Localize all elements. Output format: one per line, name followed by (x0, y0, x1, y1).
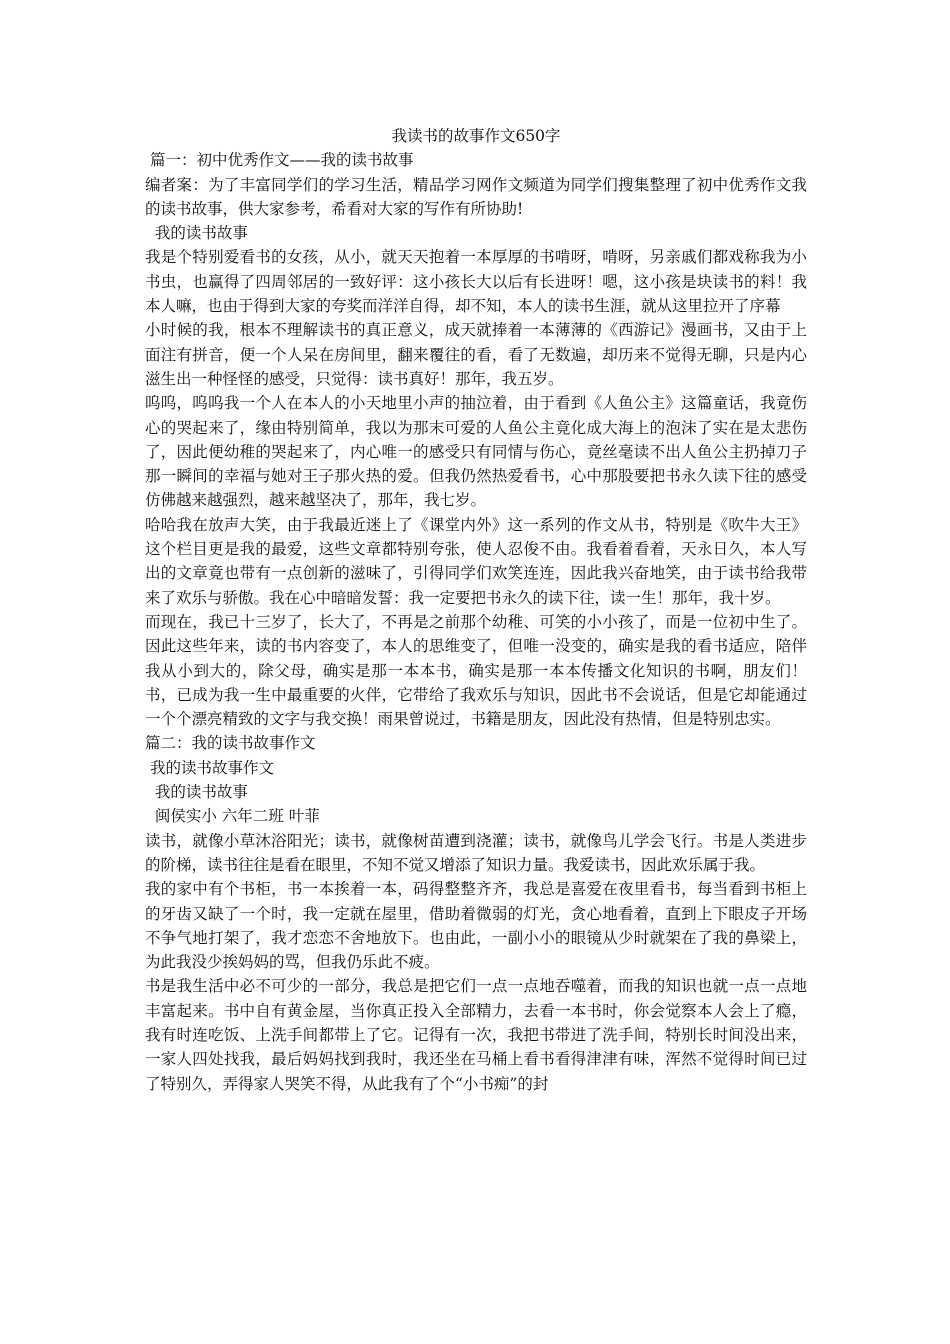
editor-note: 编者案：为了丰富同学们的学习生活，精品学习网作文频道为同学们搜集整理了初中优秀作文我的读书故事，供大家参考，希看对大家的写作有所协助! (145, 175, 807, 218)
author-line: 闽侯实小 六年二班 叶菲 (145, 807, 320, 826)
paragraph-6: 读书，就像小草沐浴阳光；读书，就像树苗遭到浇灌；读书，就像鸟儿学会飞行。书是人类进步的阶梯，读书往往是看在眼里，不知不觉又增添了知识力量。我爱读书，因此欢乐属于我。 (145, 831, 807, 874)
subtitle-2: 我的读书故事作文 (145, 758, 274, 777)
paragraph-4: 哈哈我在放声大笑，由于我最近迷上了《课堂内外》这一系列的作文从书，特别是《吹牛大王》这个栏目更是我的最爱，这些文章都特别夸张，使人忍俊不由。我看着看着，天永日久，本人写出的文章竟也带有一点创新的滋味了，引得同学们欢笑连连，因此我兴奋地笑，由于读书给我带来了欢乐与骄傲。我在心中暗暗发誓：我一定要把书永久的读下往，读一生！那年，我十岁。 (145, 515, 807, 607)
paragraph-8: 书是我生活中必不可少的一部分，我总是把它们一点一点地吞噬着，而我的知识也就一点一点地丰富起来。书中自有黄金屋，当你真正投入全部精力，去看一本书时，你会觉察本人会上了瘾，我有时连吃饭、上洗手间都带上了它。记得有一次，我把书带进了洗手间，特别长时间没出来，一家人四处找我，最后妈妈找到我时，我还坐在马桶上看书看得津津有味，浑然不觉得时间已过了特别久，弄得家人哭笑不得，从此我有了个“小书痴”的封 (145, 977, 807, 1093)
section-heading-1: 篇一：初中优秀作文——我的读书故事 (145, 151, 414, 170)
subtitle-3: 我的读书故事 (145, 783, 248, 802)
paragraph-1: 我是个特别爱看书的女孩，从小，就天天抱着一本厚厚的书啃呀，啃呀，另亲戚们都戏称我为小书虫，也赢得了四周邻居的一致好评：这小孩长大以后有长进呀！嗯，这小孩是块读书的料！我本人嘛，也由于得到大家的夸奖而洋洋自得，却不知，本人的读书生涯，就从这里拉开了序幕 (145, 248, 807, 316)
document-body (145, 124, 807, 1096)
section-heading-2: 篇二：我的读书故事作文 (145, 734, 316, 753)
paragraph-3: 呜呜，呜呜我一个人在本人的小天地里小声的抽泣着，由于看到《人鱼公主》这篇童话，我竟伤心的哭起来了，缘由特别简单，我以为那末可爱的人鱼公主竟化成大海上的泡沫了实在是太悲伤了，因此便幼稚的哭起来了，内心唯一的感受只有同情与伤心，竟丝毫读不出人鱼公主扔掉刀子那一瞬间的幸福与她对王子那火热的爱。但我仍然热爱看书，心中那股要把书永久读下往的感受仿佛越来越强烈，越来越坚决了，那年，我七岁。 (145, 394, 807, 510)
document-title: 我读书的故事作文650字 (391, 127, 561, 145)
subtitle-1: 我的读书故事 (145, 224, 248, 243)
paragraph-2: 小时候的我，根本不理解读书的真正意义，成天就捧着一本薄薄的《西游记》漫画书，又由于上面注有拼音，便一个人呆在房间里，翻来覆往的看，看了无数遍，却历来不觉得无聊，只是内心滋生出一种怪怪的感受，只觉得：读书真好！那年，我五岁。 (145, 321, 807, 388)
paragraph-5: 而现在，我已十三岁了，长大了，不再是之前那个幼稚、可笑的小小孩了，而是一位初中生了。因此这些年来，读的书内容变了，本人的思维变了，但唯一没变的，确实是我的看书适应，陪伴我从小到大的，除父母，确实是那一本本书，确实是那一本本传播文化知识的书啊，朋友们！书，已成为我一生中最重要的火伴，它带给了我欢乐与知识，因此书不会说话，但是它却能通过一个个漂亮精致的文字与我交换！雨果曾说过，书籍是朋友，因此没有热情，但是特别忠实。 (145, 612, 807, 729)
paragraph-7: 我的家中有个书柜，书一本挨着一本，码得整整齐齐，我总是喜爱在夜里看书，每当看到书柜上的牙齿又缺了一个时，我一定就在屋里，借助着微弱的灯光，贪心地看着，直到上下眼皮子开场不争气地打架了，我才恋恋不舍地放下。也由此，一副小小的眼镜从少时就架在了我的鼻梁上，为此我没少挨妈妈的骂，但我仍乐此不疲。 (145, 880, 807, 972)
